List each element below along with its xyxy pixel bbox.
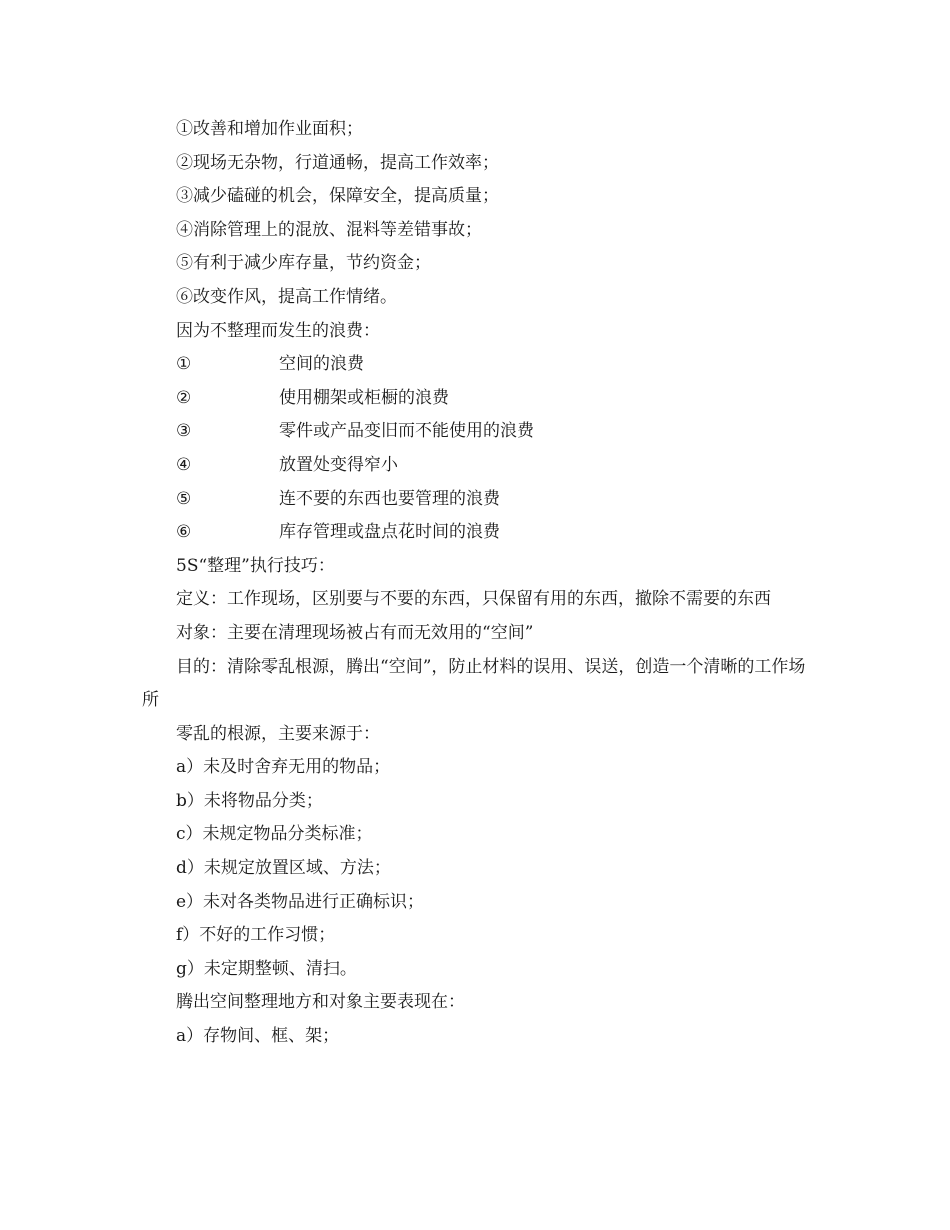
waste-item bbox=[142, 415, 814, 449]
waste-item-number: ⑥ bbox=[176, 522, 192, 543]
chaos-item: b）未将物品分类； bbox=[176, 790, 323, 811]
waste-item bbox=[142, 516, 814, 550]
waste-item-text: 空间的浪费 bbox=[279, 354, 364, 375]
waste-item-text: 连不要的东西也要管理的浪费 bbox=[279, 488, 500, 509]
chaos-item: d）未规定放置区域、方法； bbox=[176, 858, 391, 879]
waste-item-number: ③ bbox=[176, 421, 192, 442]
benefit-item: ②现场无杂物，行道通畅，提高工作效率； bbox=[176, 152, 499, 173]
tips-heading: 5S“整理”执行技巧： bbox=[176, 555, 335, 576]
waste-item bbox=[142, 483, 814, 517]
space-item: a）存物间、框、架； bbox=[176, 1026, 340, 1047]
benefit-item: ⑤有利于减少库存量，节约资金； bbox=[176, 253, 431, 274]
waste-item-number: ⑤ bbox=[176, 488, 192, 509]
chaos-item: g）未定期整顿、清扫。 bbox=[176, 958, 357, 979]
benefit-item: ①改善和增加作业面积； bbox=[176, 119, 363, 139]
waste-item-text: 库存管理或盘点花时间的浪费 bbox=[279, 522, 500, 543]
document-page bbox=[142, 113, 814, 1054]
waste-item bbox=[142, 348, 814, 382]
waste-item-number: ① bbox=[176, 354, 192, 375]
chaos-item: f）不好的工作习惯； bbox=[176, 925, 336, 946]
chaos-item: e）未对各类物品进行正确标识； bbox=[176, 891, 425, 912]
waste-item-text: 使用棚架或柜橱的浪费 bbox=[279, 387, 449, 408]
purpose-paragraph: 目的：清除零乱根源，腾出“空间”，防止材料的误用、误送，创造一个清晰的工作场所 bbox=[142, 656, 806, 711]
benefit-item: ③减少磕碰的机会，保障安全，提高质量； bbox=[176, 186, 499, 207]
waste-item bbox=[142, 382, 814, 416]
waste-item-number: ④ bbox=[176, 454, 192, 475]
definition-paragraph: 定义：工作现场，区别要与不要的东西，只保留有用的东西，撤除不需要的东西 bbox=[176, 589, 771, 610]
waste-heading: 因为不整理而发生的浪费： bbox=[176, 320, 380, 341]
chaos-item: a）未及时舍弃无用的物品； bbox=[176, 757, 391, 778]
benefit-item: ④消除管理上的混放、混料等差错事故； bbox=[176, 219, 482, 240]
waste-item-text: 放置处变得窄小 bbox=[279, 454, 398, 475]
target-paragraph: 对象：主要在清理现场被占有而无效用的“空间” bbox=[176, 622, 534, 643]
chaos-heading: 零乱的根源，主要来源于： bbox=[176, 723, 380, 744]
waste-item-text: 零件或产品变旧而不能使用的浪费 bbox=[279, 421, 534, 442]
benefit-item: ⑥改变作风，提高工作情绪。 bbox=[176, 286, 397, 307]
space-heading: 腾出空间整理地方和对象主要表现在： bbox=[176, 992, 465, 1013]
waste-item-number: ② bbox=[176, 387, 192, 408]
chaos-item: c）未规定物品分类标准； bbox=[176, 824, 373, 845]
waste-item bbox=[142, 449, 814, 483]
